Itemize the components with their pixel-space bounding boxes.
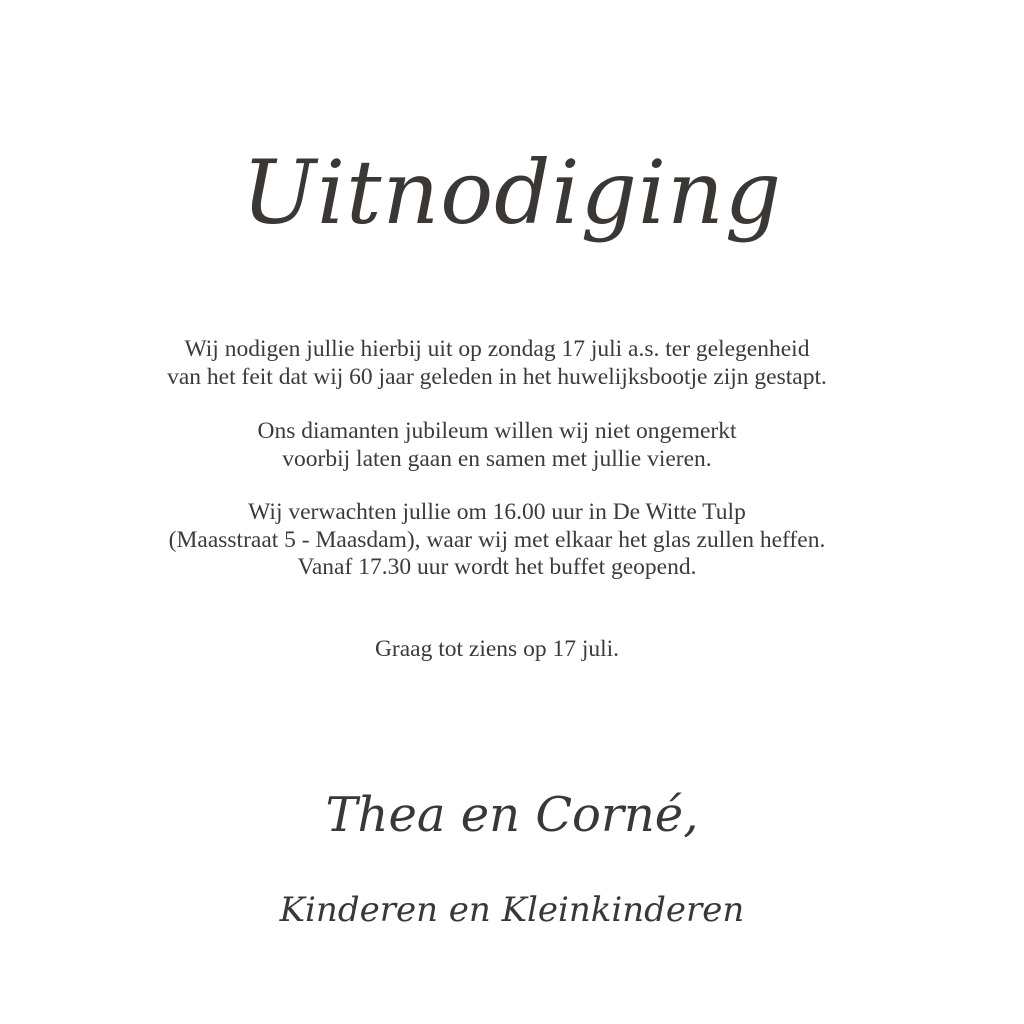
invitation-title: Uitnodiging xyxy=(241,141,783,244)
paragraph-line: Vanaf 17.30 uur wordt het buffet geopend. xyxy=(297,554,697,580)
invitation-paragraph-1 xyxy=(60,336,934,391)
paragraph-line: Wij verwachten jullie om 16.00 uur in De Witte Tulp xyxy=(248,499,746,525)
invitation-paragraph-2 xyxy=(60,418,934,473)
paragraph-line: Wij nodigen jullie hierbij uit op zondag 17 juli a.s. ter gelegenheid xyxy=(184,336,810,362)
signature-names: Thea en Corné, xyxy=(325,787,699,843)
closing-line: Graag tot ziens op 17 juli. xyxy=(374,636,620,662)
invitation-paragraph-3 xyxy=(60,499,934,582)
paragraph-line: Ons diamanten jubileum willen wij niet ongemerkt xyxy=(257,418,737,444)
paragraph-line: (Maasstraat 5 - Maasdam), waar wij met elkaar het glas zullen heffen. xyxy=(168,526,826,553)
signature-family: Kinderen en Kleinkinderen xyxy=(279,890,745,930)
paragraph-line: voorbij laten gaan en samen met jullie vieren. xyxy=(282,445,712,472)
paragraph-line: van het feit dat wij 60 jaar geleden in het huwelijksbootje zijn gestapt. xyxy=(167,363,827,390)
invitation-closing xyxy=(60,636,934,664)
